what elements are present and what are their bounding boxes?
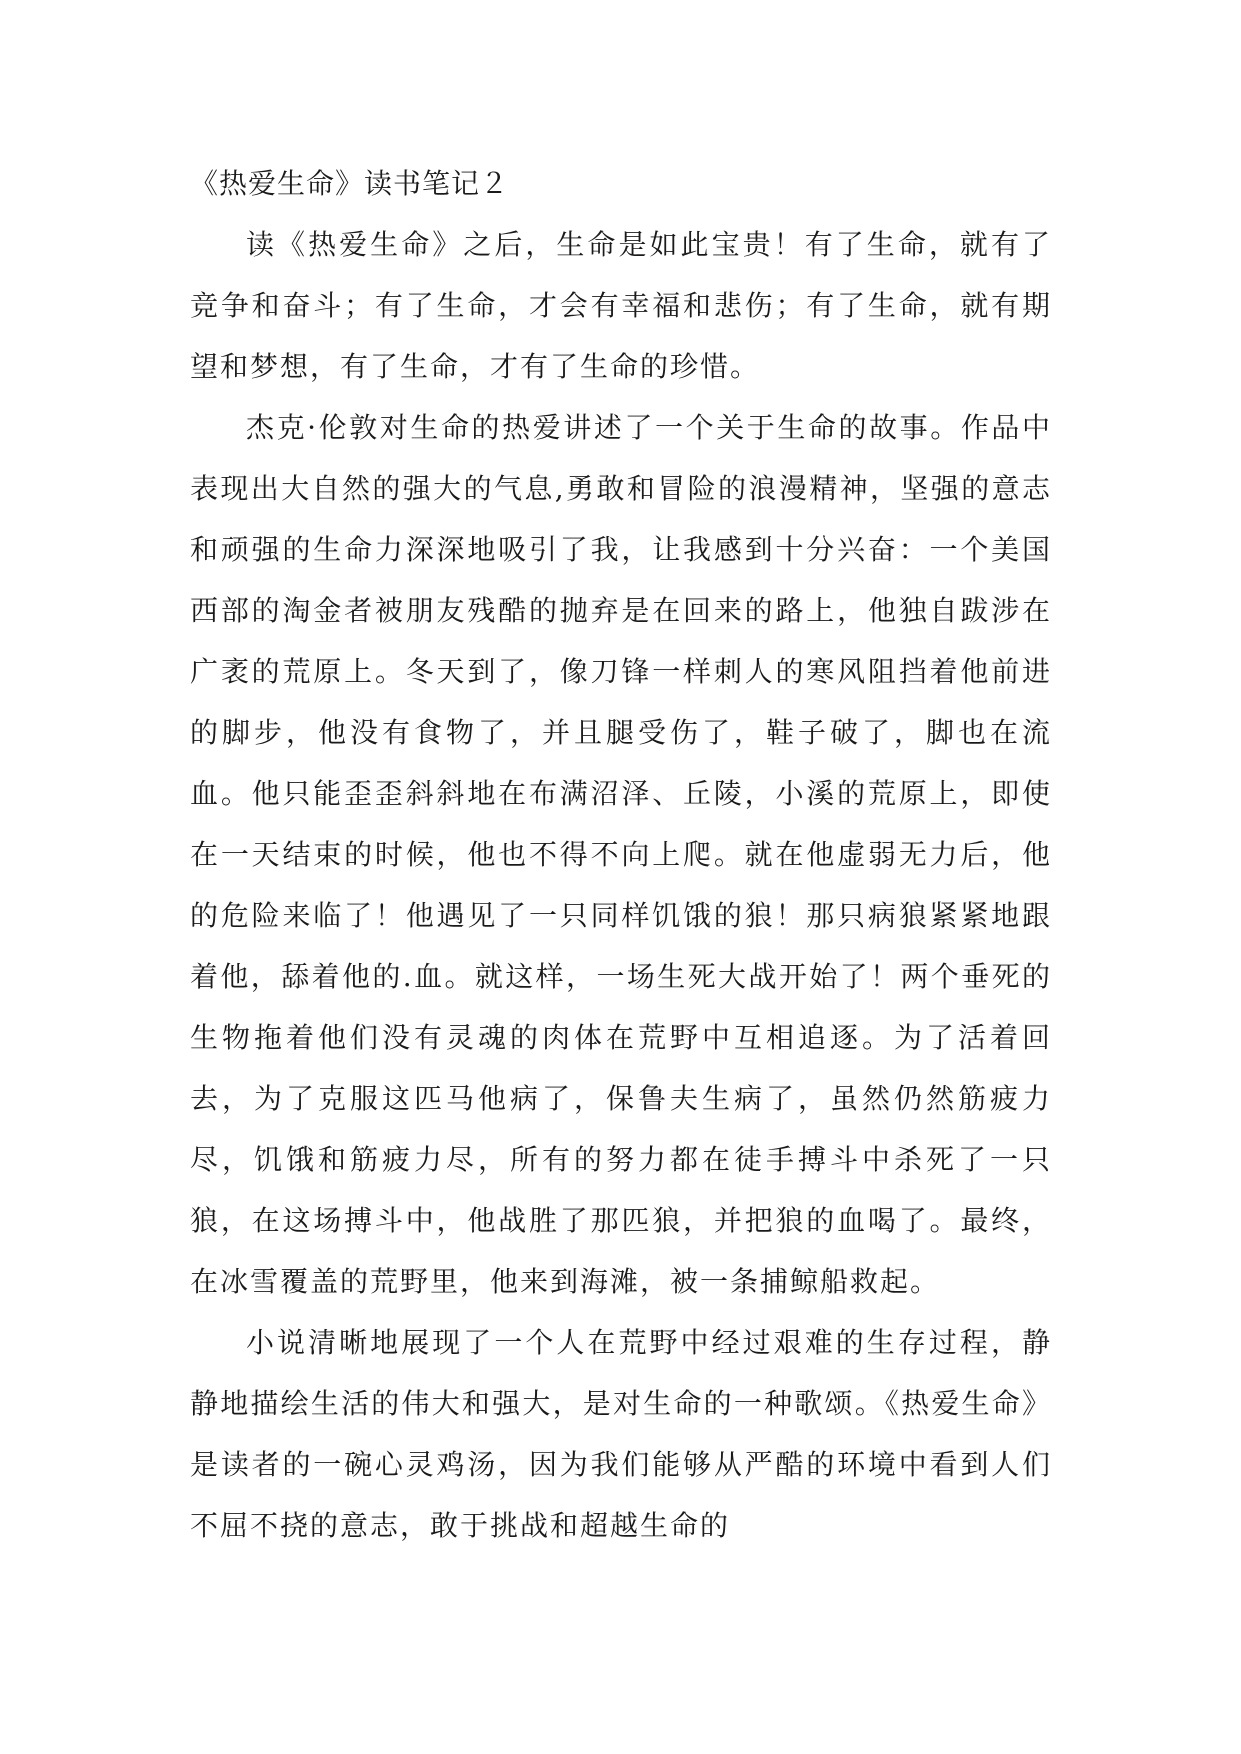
document-title: 《热爱生命》读书笔记２ [190,167,510,200]
paragraph-intro: 读《热爱生命》之后，生命是如此宝贵！有了生命，就有了竞争和奋斗；有了生命，才会有幸福和悲伤；有了生命，就有期望和梦想，有了生命，才有了生命的珍惜。 [190,228,1052,383]
document-body [190,164,1052,1556]
paragraph-story-summary: 杰克·伦敦对生命的热爱讲述了一个关于生命的故事。作品中表现出大自然的强大的气息,勇敢和冒险的浪漫精神，坚强的意志和顽强的生命力深深地吸引了我，让我感到十分兴奋：一个美国西部的淘金者被朋友残酷的抛弃是在回来的路上，他独自跋涉在广袤的荒原上。冬天到了，像刀锋一样刺人的寒风阻挡着他前进的脚步，他没有食物了，并且腿受伤了，鞋子破了，脚也在流血。他只能歪歪斜斜地在布满沼泽、丘陵，小溪的荒原上，即使在一天结束的时候，他也不得不向上爬。就在他虚弱无力后，他的危险来临了！他遇见了一只同样饥饿的狼！那只病狼紧紧地跟着他，舔着他的.血。就这样，一场生死大战开始了！两个垂死的生物拖着他们没有灵魂的肉体在荒野中互相追逐。为了活着回去，为了克服这匹马他病了，保鲁夫生病了，虽然仍然筋疲力尽，饥饿和筋疲力尽，所有的努力都在徒手搏斗中杀死了一只狼，在这场搏斗中，他战胜了那匹狼，并把狼的血喝了。最终，在冰雪覆盖的荒野里，他来到海滩，被一条捕鲸船救起。 [190,411,1052,1298]
paragraph-reflection: 小说清晰地展现了一个人在荒野中经过艰难的生存过程，静静地描绘生活的伟大和强大，是对生命的一种歌颂。《热爱生命》是读者的一碗心灵鸡汤，因为我们能够从严酷的环境中看到人们不屈不挠的意志，敢于挑战和超越生命的 [190,1326,1052,1542]
